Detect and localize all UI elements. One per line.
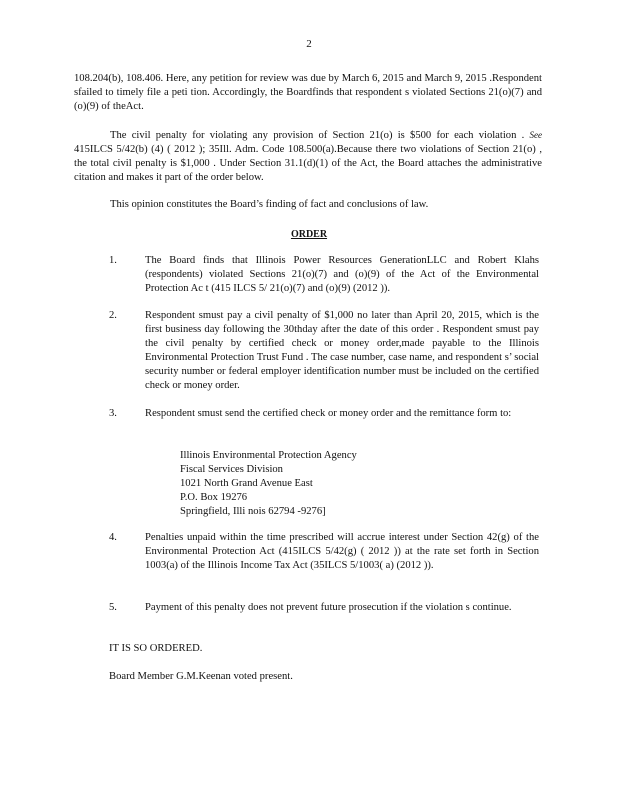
see-signal: See [529,130,543,140]
remittance-address [180,449,480,519]
item-number: 5. [109,602,117,613]
item-text: The Board finds that Illinois Power Resources GenerationLLC and Robert Klahs (respondents) violated Sections 21(o)(7) and (o)(9) of the Act of the Environmental Protection Ac t (415 ILCS 5/ 21(o)(7) and (o)(9) (2012 )). [145,255,539,294]
page-number: 2 [306,38,312,50]
order-heading: ORDER [290,229,328,240]
address-line-pobox: P.O. Box 19276 [180,492,248,503]
paragraph-civil-penalty [74,128,542,185]
address-line-city: Springfield, Illi nois 62794 -9276] [180,506,326,517]
vote-statement: Board Member G.M.Keenan voted present. [109,671,293,682]
item-number: 3. [109,408,117,419]
penalty-citation-text: 415ILCS 5/42(b) (4) ( 2012 ); 35Ill. Adm. Code 108.500(a).Because there two violations of Section 21(o) , the total civil penalty is $1,000 . Under Section 31.1(d)(1) of the Act, the Board attaches the administrative citation and makes it part of the order below. [74,144,542,183]
item-number: 4. [109,532,117,543]
item-text: Penalties unpaid within the time prescribed will accrue interest under Section 42(g) of the Environmental Protection Act (415ILCS 5/42(g) ( 2012 )) at the rate set forth in Section 1003(a) of the Illinois Income Tax Act (35ILCS 5/1003( a) (2012 )). [145,532,539,571]
item-text: Payment of this penalty does not prevent future prosecution if the violation s continue. [145,602,512,613]
paragraph-violation-finding: 108.204(b), 108.406. Here, any petition for review was due by March 6, 2015 and March 9, 2015 .Respondent sfailed to timely file a peti tion. Accordingly, the Boardfinds that respondent s violated Sections 21(o)(7) and (o)(9) of theAct. [74,73,542,112]
item-number: 2. [109,310,117,321]
paragraph-findings-statement: This opinion constitutes the Board’s finding of fact and conclusions of law. [110,199,429,210]
item-number: 1. [109,255,117,266]
item-text: Respondent smust pay a civil penalty of $1,000 no later than April 20, 2015, which is the first business day following the 30thday after the date of this order . Respondent smust pay the civil penalty by certified check or money order,made payable to the Illinois Environmental Protection Trust Fund . The case number, case name, and respondent s’ social security number or federal employer identification number must be included on the certified check or money order. [145,310,539,391]
address-line-street: 1021 North Grand Avenue East [180,478,313,489]
item-text: Respondent smust send the certified check or money order and the remittance form to: [145,408,512,419]
address-line-division: Fiscal Services Division [180,464,283,475]
penalty-lead-text: The civil penalty for violating any provision of Section 21(o) is $500 for each violation . [110,130,525,141]
address-line-agency: Illinois Environmental Protection Agency [180,450,357,461]
closing-statement: IT IS SO ORDERED. [109,643,203,654]
